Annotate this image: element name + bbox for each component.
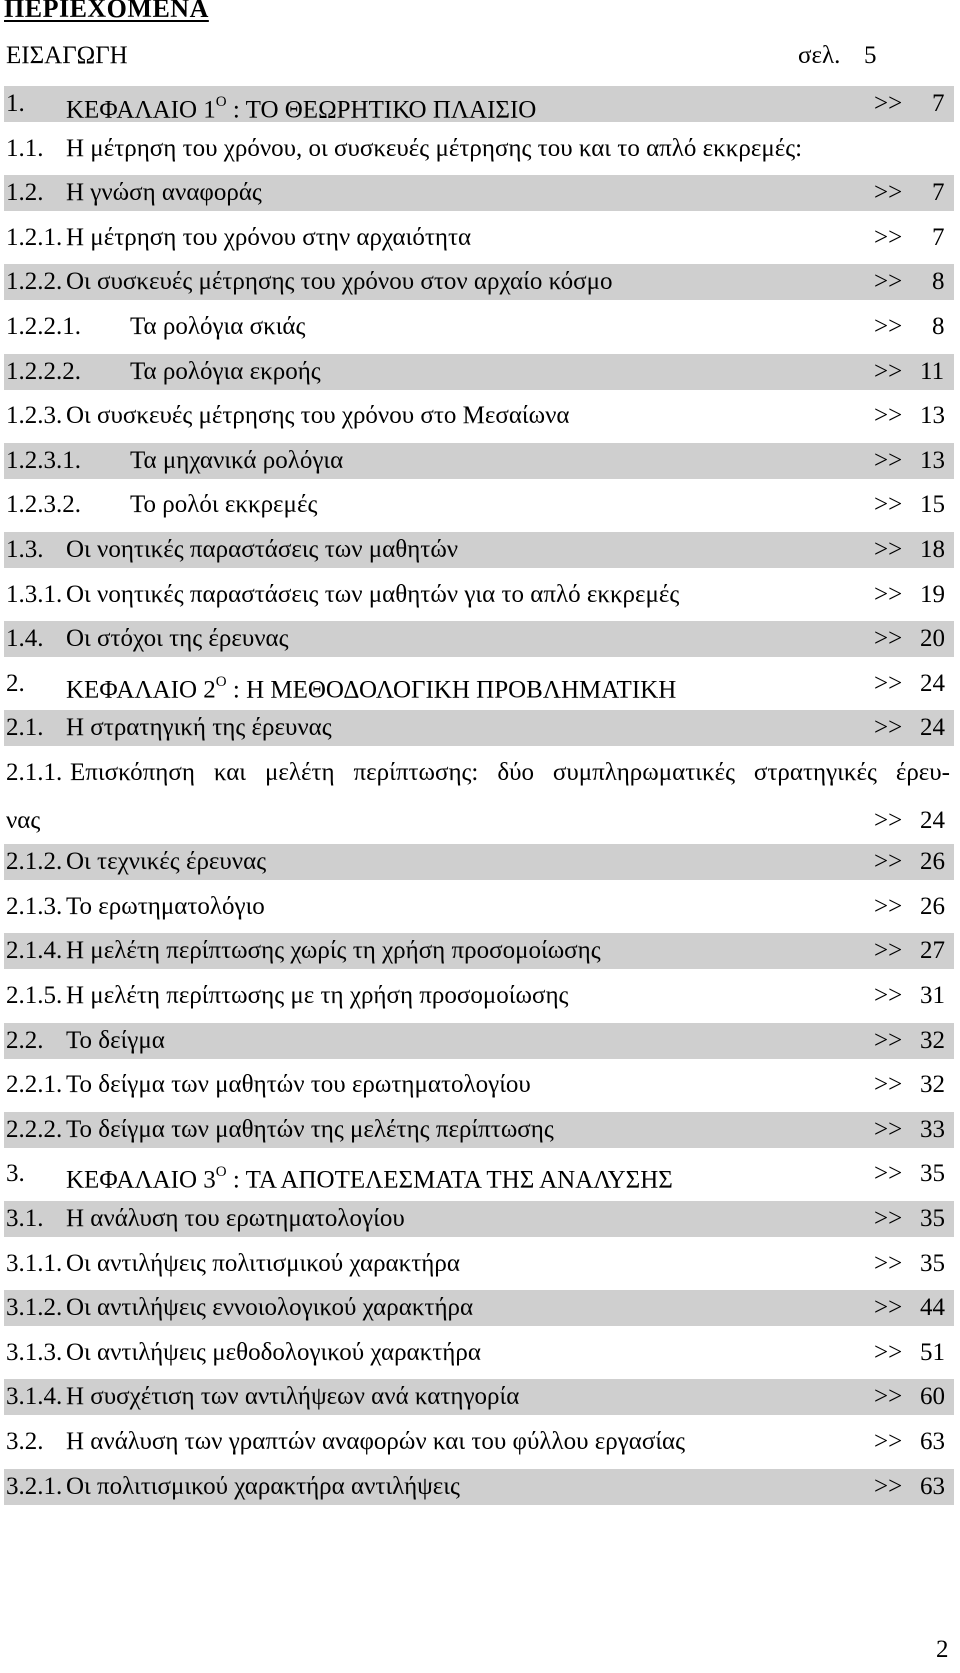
- toc-entry-title: Το δείγμα των μαθητών της μελέτης περίπτωσης: [66, 1116, 554, 1143]
- toc-entry-page: 18: [920, 536, 945, 563]
- toc-entry-title: Τα ρολόγια σκιάς: [130, 313, 306, 340]
- toc-entry-page: 19: [920, 581, 945, 608]
- toc-entry-title: Η μελέτη περίπτωσης με τη χρήση προσομοίωσης: [66, 982, 569, 1009]
- toc-entry[interactable]: [4, 443, 954, 479]
- toc-entry[interactable]: [4, 1424, 954, 1460]
- toc-entry-number: 1.4.: [6, 625, 44, 652]
- ditto-marker: >>: [874, 581, 903, 608]
- ditto-marker: >>: [874, 224, 903, 251]
- toc-entry[interactable]: [4, 1156, 954, 1192]
- toc-entry-number: 2.2.2.: [6, 1116, 63, 1143]
- toc-entry-title: Η συσχέτιση των αντιλήψεων ανά κατηγορία: [66, 1383, 520, 1410]
- toc-entry-page: 8: [932, 313, 945, 340]
- toc-entry-number: 1.: [6, 90, 25, 117]
- page-title: ΠΕΡΙΕΧΟΜΕΝΑ: [4, 0, 209, 23]
- ditto-marker: >>: [874, 670, 903, 697]
- toc-entry-title: Τα ρολόγια εκροής: [130, 358, 321, 385]
- toc-entry-page: 13: [920, 447, 945, 474]
- chapter-label: ΚΕΦΑΛΑΙΟ 3: [66, 1166, 216, 1194]
- intro-page-prefix: σελ.: [798, 42, 841, 69]
- toc-entry-page: 63: [920, 1473, 945, 1500]
- toc-entry[interactable]: [4, 1246, 954, 1282]
- toc-entry-page: 26: [920, 893, 945, 920]
- toc-entry[interactable]: [4, 844, 954, 880]
- ditto-marker: >>: [874, 807, 903, 834]
- toc-entry-page: 26: [920, 848, 945, 875]
- toc-entry-page: 27: [920, 937, 945, 964]
- toc-entry-number: 3.1.3.: [6, 1339, 63, 1366]
- ditto-marker: >>: [874, 358, 903, 385]
- toc-entry[interactable]: [4, 175, 954, 211]
- toc-entry[interactable]: [4, 1112, 954, 1148]
- toc-entry[interactable]: [4, 398, 954, 434]
- toc-entry[interactable]: [4, 309, 954, 345]
- toc-entry[interactable]: [4, 1201, 954, 1237]
- toc-entry-title: [66, 666, 676, 708]
- toc-entry-number: 1.3.: [6, 536, 44, 563]
- toc-entry-title: Η γνώση αναφοράς: [66, 179, 262, 206]
- chapter-title: : Η ΜΕΘΟΔΟΛΟΓΙΚΗ ΠΡΟΒΛΗΜΑΤΙΚΗ: [226, 676, 677, 704]
- toc-entry[interactable]: [4, 1379, 954, 1415]
- toc-entry-title: Οι αντιλήψεις μεθοδολογικού χαρακτήρα: [66, 1339, 481, 1366]
- toc-entry-number: 3.1.: [6, 1205, 44, 1232]
- toc-entry-page: 31: [920, 982, 945, 1009]
- chapter-title: : ΤΟ ΘΕΩΡΗΤΙΚΟ ΠΛΑΙΣΙΟ: [226, 96, 537, 124]
- toc-entry-number: 1.1.: [6, 135, 44, 162]
- toc-entry-number: 2.2.1.: [6, 1071, 63, 1098]
- toc-entry[interactable]: [4, 1335, 954, 1371]
- toc-entry-number: 2.1.4.: [6, 937, 63, 964]
- toc-entry-title: Οι αντιλήψεις πολιτισμικού χαρακτήρα: [66, 1250, 460, 1277]
- toc-entry[interactable]: [4, 666, 954, 702]
- toc-entry-title: Η μέτρηση του χρόνου στην αρχαιότητα: [66, 224, 472, 251]
- toc-entry-title: Η μέτρηση του χρόνου, οι συσκευές μέτρησης του και το απλό εκκρεμές:: [66, 135, 803, 162]
- toc-entry-page: 51: [920, 1339, 945, 1366]
- toc-entry[interactable]: [4, 710, 954, 746]
- ditto-marker: >>: [874, 625, 903, 652]
- toc-entry-title: Το δείγμα: [66, 1027, 165, 1054]
- toc-entry-title: Η ανάλυση των γραπτών αναφορών και του φύλλου εργασίας: [66, 1428, 686, 1455]
- toc-entry-title: Το δείγμα των μαθητών του ερωτηματολογίου: [66, 1071, 531, 1098]
- toc-entry-page: 8: [932, 268, 945, 295]
- toc-entry-page: 32: [920, 1071, 945, 1098]
- intro-label: ΕΙΣΑΓΩΓΗ: [6, 42, 128, 69]
- toc-entry-number: 3.1.4.: [6, 1383, 63, 1410]
- toc-entry[interactable]: [4, 1469, 954, 1505]
- toc-entry[interactable]: [4, 1290, 954, 1326]
- chapter-ordinal-superscript: Ο: [215, 1164, 227, 1180]
- toc-entry-title: Οι νοητικές παραστάσεις των μαθητών: [66, 536, 459, 563]
- toc-entry-page: 24: [920, 714, 945, 741]
- toc-entry[interactable]: [4, 487, 954, 523]
- chapter-ordinal-superscript: Ο: [215, 674, 227, 690]
- toc-entry-page: 15: [920, 491, 945, 518]
- toc-entry-number: 2.1.2.: [6, 848, 63, 875]
- ditto-marker: >>: [874, 179, 903, 206]
- page-number: 2: [936, 1636, 949, 1663]
- ditto-marker: >>: [874, 1160, 903, 1187]
- toc-entry-number: 3.2.: [6, 1428, 44, 1455]
- ditto-marker: >>: [874, 1339, 903, 1366]
- ditto-marker: >>: [874, 313, 903, 340]
- toc-entry-page: 24: [920, 807, 945, 834]
- toc-entry[interactable]: [4, 220, 954, 256]
- chapter-title: : ΤΑ ΑΠΟΤΕΛΕΣΜΑΤΑ ΤΗΣ ΑΝΑΛΥΣΗΣ: [226, 1166, 673, 1194]
- toc-entry-page: 13: [920, 402, 945, 429]
- toc-entry-page: 24: [920, 670, 945, 697]
- ditto-marker: >>: [874, 1428, 903, 1455]
- toc-entry-number: 2.1.3.: [6, 893, 63, 920]
- toc-entry-page: 32: [920, 1027, 945, 1054]
- toc-entry-title: Οι στόχοι της έρευνας: [66, 625, 289, 652]
- toc-entry-page: 11: [920, 358, 945, 385]
- toc-entry-title: Οι τεχνικές έρευνας: [66, 848, 267, 875]
- chapter-label: ΚΕΦΑΛΑΙΟ 2: [66, 676, 216, 704]
- toc-entry-page: 7: [932, 90, 945, 117]
- toc-entry-number: 1.2.3.1.: [6, 447, 81, 474]
- toc-entry-title: Το ρολόι εκκρεμές: [130, 491, 318, 518]
- toc-entry-title: [66, 86, 536, 128]
- toc-entry-number: 1.2.3.: [6, 402, 63, 429]
- ditto-marker: >>: [874, 1383, 903, 1410]
- ditto-marker: >>: [874, 402, 903, 429]
- ditto-marker: >>: [874, 714, 903, 741]
- toc-entry-title: Η μελέτη περίπτωσης χωρίς τη χρήση προσομοίωσης: [66, 937, 601, 964]
- toc-entry-number: 2.1.: [6, 714, 44, 741]
- toc-entry-page: 44: [920, 1294, 945, 1321]
- toc-entry-title: Τα μηχανικά ρολόγια: [130, 447, 344, 474]
- toc-entry-number: 2.1.5.: [6, 982, 63, 1009]
- ditto-marker: >>: [874, 1116, 903, 1143]
- toc-entry-title: [66, 1156, 673, 1198]
- toc-entry-page: 63: [920, 1428, 945, 1455]
- toc-entry-number: 1.2.2.2.: [6, 358, 81, 385]
- ditto-marker: >>: [874, 937, 903, 964]
- toc-entry[interactable]: [4, 354, 954, 390]
- chapter-ordinal-superscript: Ο: [215, 94, 227, 110]
- toc-entry[interactable]: [4, 86, 954, 122]
- ditto-marker: >>: [874, 1071, 903, 1098]
- ditto-marker: >>: [874, 491, 903, 518]
- toc-entry-number: 1.2.2.: [6, 268, 63, 295]
- toc-entry-title: Οι συσκευές μέτρησης του χρόνου στον αρχαίο κόσμο: [66, 268, 613, 295]
- toc-entry-number: 2.: [6, 670, 25, 697]
- toc-entry-title: Οι αντιλήψεις εννοιολογικού χαρακτήρα: [66, 1294, 474, 1321]
- toc-entry-title: Οι πολιτισμικού χαρακτήρα αντιλήψεις: [66, 1473, 460, 1500]
- toc-entry-page: 60: [920, 1383, 945, 1410]
- ditto-marker: >>: [874, 848, 903, 875]
- toc-entry-page: 35: [920, 1205, 945, 1232]
- toc-entry-title: Οι νοητικές παραστάσεις των μαθητών για το απλό εκκρεμές: [66, 581, 680, 608]
- toc-entry-page: 7: [932, 224, 945, 251]
- toc-entry-number: 1.2.2.1.: [6, 313, 81, 340]
- toc-entry-number: 3.1.1.: [6, 1250, 63, 1277]
- toc-entry-number: 3.1.2.: [6, 1294, 63, 1321]
- ditto-marker: >>: [874, 536, 903, 563]
- ditto-marker: >>: [874, 268, 903, 295]
- toc-entry-number: 2.1.1.: [6, 759, 63, 786]
- chapter-label: ΚΕΦΑΛΑΙΟ 1: [66, 96, 216, 124]
- toc-entry-page: 7: [932, 179, 945, 206]
- ditto-marker: >>: [874, 893, 903, 920]
- toc-entry[interactable]: [4, 532, 954, 568]
- toc-entry[interactable]: [4, 577, 954, 613]
- toc-entry-page: 20: [920, 625, 945, 652]
- toc-entry-number: 3.2.1.: [6, 1473, 63, 1500]
- toc-entry-number: 1.2.: [6, 179, 44, 206]
- toc-entry-title-continued: νας: [6, 807, 41, 834]
- ditto-marker: >>: [874, 1027, 903, 1054]
- toc-entry-title: Επισκόπηση και μελέτη περίπτωσης: δύο συμπληρωματικές στρατηγικές έρευ-: [70, 759, 950, 786]
- toc-entry-page: 35: [920, 1160, 945, 1187]
- toc-entry-number: 1.2.3.2.: [6, 491, 81, 518]
- toc-entry-number: 2.2.: [6, 1027, 44, 1054]
- toc-entry[interactable]: [4, 264, 954, 300]
- toc-intro-entry[interactable]: [0, 36, 960, 80]
- toc-entry-title: Η ανάλυση του ερωτηματολογίου: [66, 1205, 405, 1232]
- ditto-marker: >>: [874, 90, 903, 117]
- toc-entry[interactable]: [4, 755, 954, 839]
- toc-entry-number: 3.: [6, 1160, 25, 1187]
- toc-entry-number: 1.2.1.: [6, 224, 63, 251]
- ditto-marker: >>: [874, 1473, 903, 1500]
- ditto-marker: >>: [874, 447, 903, 474]
- toc-entry-page: 35: [920, 1250, 945, 1277]
- toc-entry[interactable]: [4, 889, 954, 925]
- toc-entry-page: 33: [920, 1116, 945, 1143]
- toc-entry[interactable]: [4, 933, 954, 969]
- toc-entry[interactable]: [4, 1067, 954, 1103]
- intro-page-number: 5: [864, 42, 877, 69]
- toc-entry-title: Οι συσκευές μέτρησης του χρόνου στο Μεσαίωνα: [66, 402, 570, 429]
- toc-entry[interactable]: [4, 978, 954, 1014]
- toc-entry[interactable]: [4, 131, 954, 167]
- toc-entry[interactable]: [4, 621, 954, 657]
- ditto-marker: >>: [874, 982, 903, 1009]
- ditto-marker: >>: [874, 1250, 903, 1277]
- ditto-marker: >>: [874, 1294, 903, 1321]
- toc-entry-title: Το ερωτηματολόγιο: [66, 893, 265, 920]
- toc-entry-title: Η στρατηγική της έρευνας: [66, 714, 332, 741]
- ditto-marker: >>: [874, 1205, 903, 1232]
- toc-entry-number: 1.3.1.: [6, 581, 63, 608]
- toc-entry[interactable]: [4, 1023, 954, 1059]
